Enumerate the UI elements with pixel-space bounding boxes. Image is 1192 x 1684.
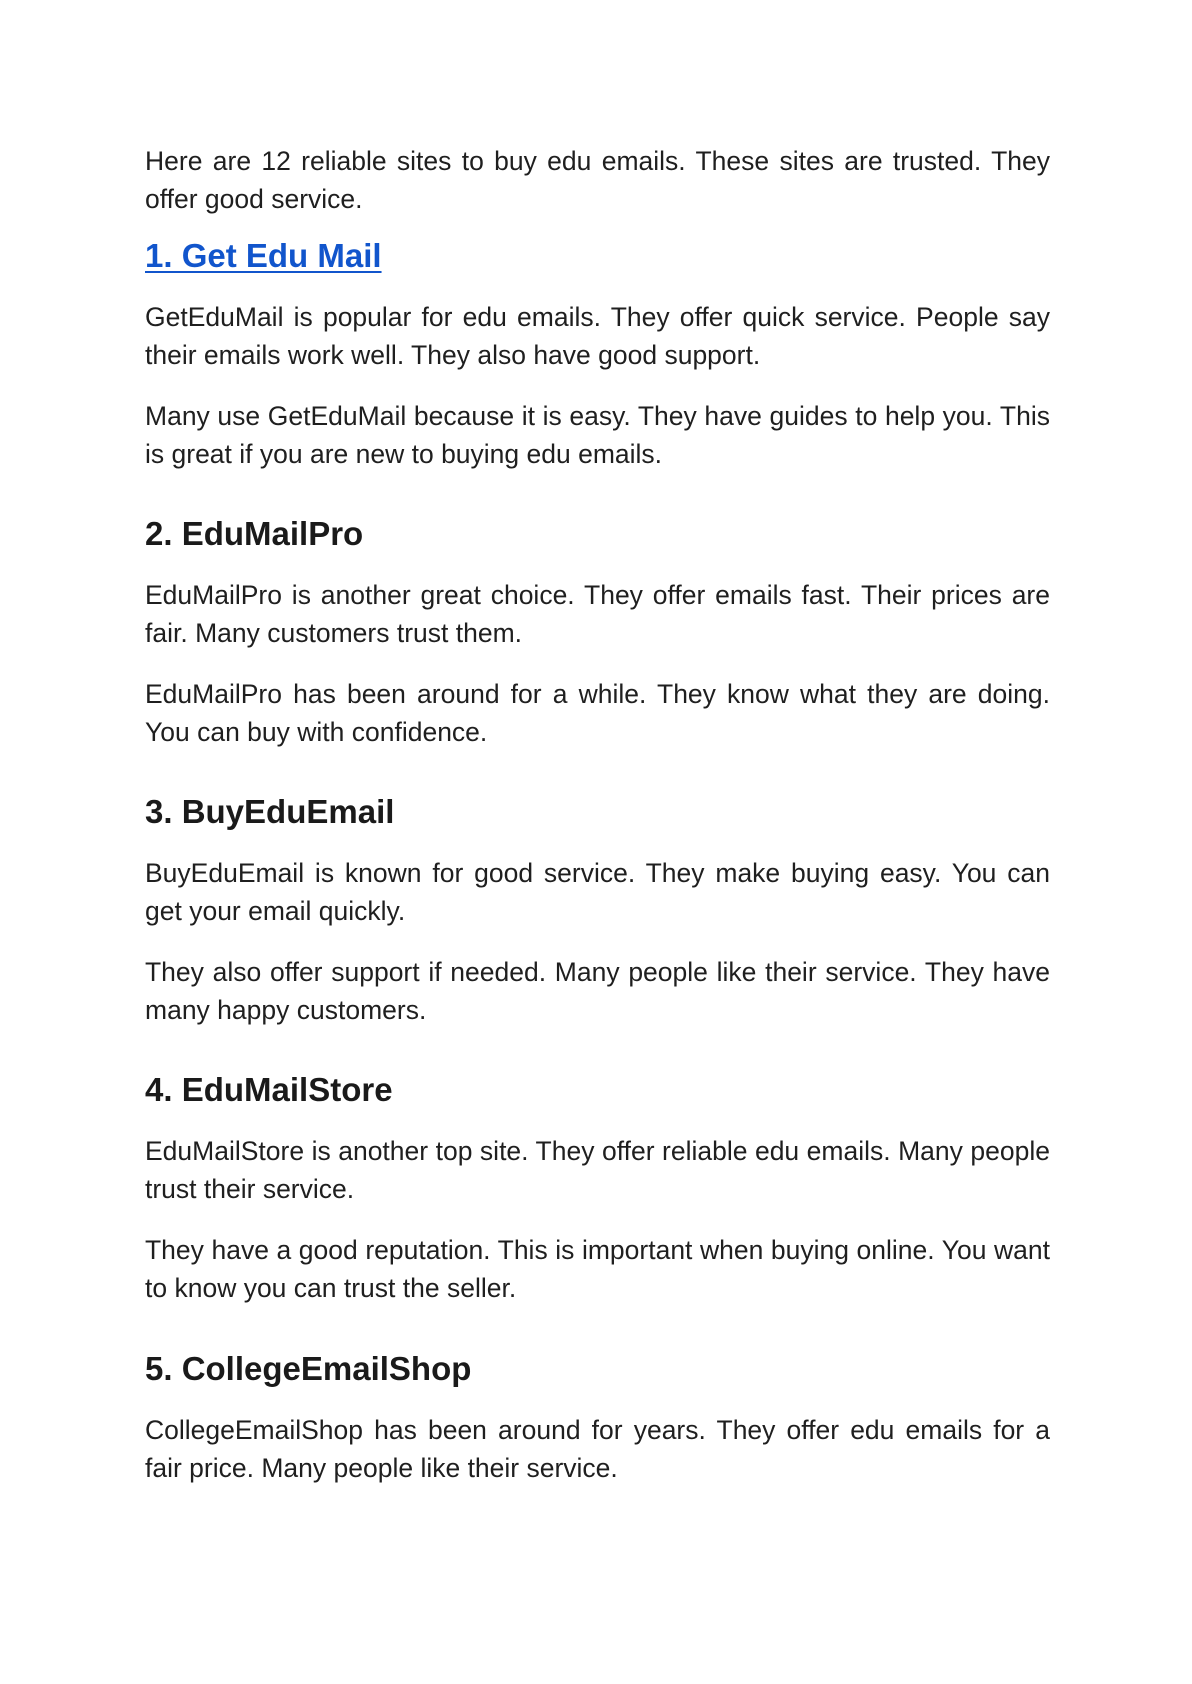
section-edumailstore [145,1070,1050,1307]
section-paragraph: GetEduMail is popular for edu emails. They offer quick service. People say their emails work well. They also have good support. [145,302,1050,370]
intro-block [145,142,1050,218]
section-heading: 3. BuyEduEmail [145,793,395,830]
section-collegeemailshop [145,1349,1050,1487]
section-paragraph: EduMailStore is another top site. They offer reliable edu emails. Many people trust their service. [145,1136,1050,1204]
section-heading [145,236,1050,276]
section-paragraph: BuyEduEmail is known for good service. They make buying easy. You can get your email quickly. [145,858,1050,926]
section-buyeduemail [145,792,1050,1029]
get-edu-mail-link[interactable]: 1. Get Edu Mail [145,237,382,274]
section-heading: 2. EduMailPro [145,515,364,552]
section-paragraph: They also offer support if needed. Many people like their service. They have many happy customers. [145,957,1050,1025]
section-get-edu-mail [145,236,1050,473]
section-paragraph: They have a good reputation. This is important when buying online. You want to know you can trust the seller. [145,1235,1050,1303]
section-paragraph: CollegeEmailShop has been around for years. They offer edu emails for a fair price. Many people like their service. [145,1415,1050,1483]
section-heading: 5. CollegeEmailShop [145,1350,472,1387]
section-paragraph: EduMailPro has been around for a while. They know what they are doing. You can buy with confidence. [145,679,1050,747]
section-heading: 4. EduMailStore [145,1071,393,1108]
section-paragraph: EduMailPro is another great choice. They offer emails fast. Their prices are fair. Many customers trust them. [145,580,1050,648]
section-paragraph: Many use GetEduMail because it is easy. They have guides to help you. This is great if you are new to buying edu emails. [145,401,1050,469]
section-edumailpro [145,514,1050,751]
intro-paragraph: Here are 12 reliable sites to buy edu emails. These sites are trusted. They offer good service. [145,146,1050,214]
